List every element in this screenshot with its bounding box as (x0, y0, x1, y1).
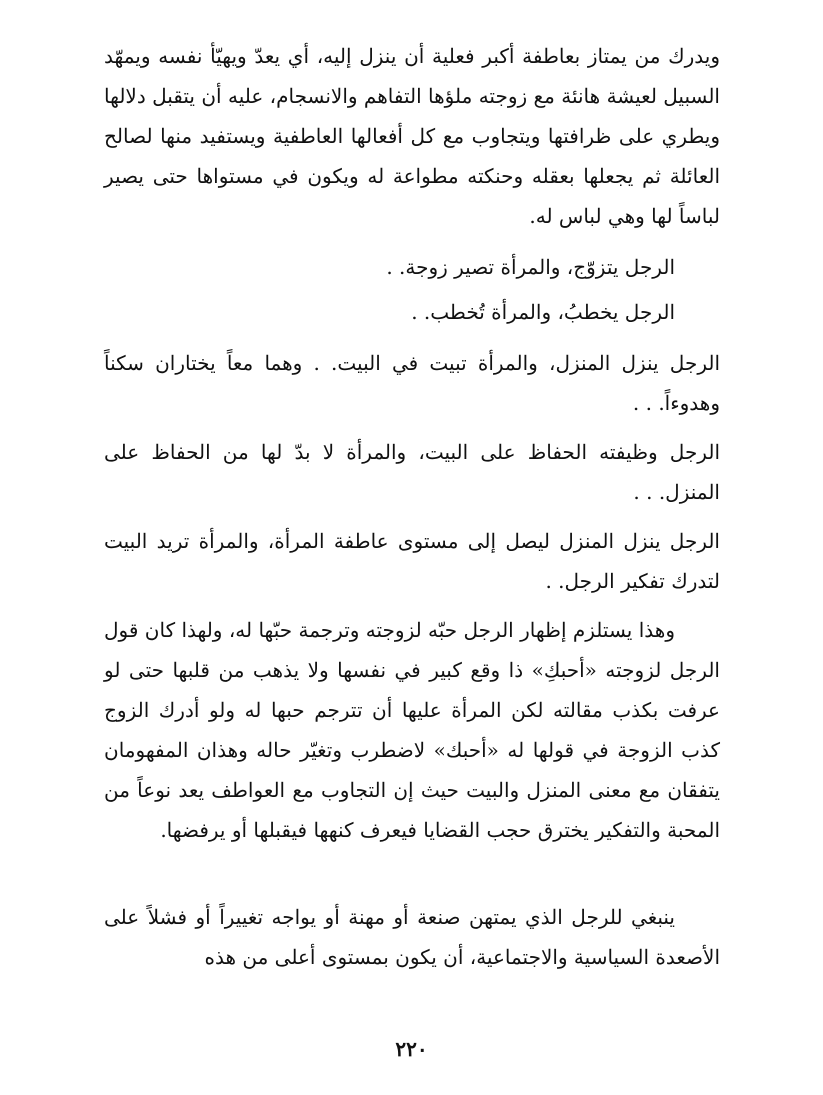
paragraph-4: الرجل ينزل المنزل ليصل إلى مستوى عاطفة المرأة، والمرأة تريد البيت لتدرك تفكير الرجل. . (104, 529, 720, 593)
paragraph-2: الرجل ينزل المنزل، والمرأة تبيت في البيت. . وهما معاً يختاران سكناً وهدوءاً. . . (104, 351, 720, 415)
page-number: ٢٢٠ (395, 1037, 428, 1061)
short-line-man-proposes: الرجل يخطبُ، والمرأة تُخطب. . (411, 300, 675, 324)
paragraph-1: ويدرك من يمتاز بعاطفة أكبر فعلية أن ينزل إليه، أي يعدّ ويهيّأ نفسه ويمهّد السبيل لعيشة هانئة مع زوجته ملؤها التفاهم والانسجام، عليه أن يتقبل دلالها ويطري على ظرافتها ويتجاوب مع كل أفعالها العاطفية ويستفيد منها لصالح العائلة ثم يجعلها بعقله وحنكته مطواعة له ويكون في مستواها حتى يصير لباساً لها وهي لباس له. (104, 44, 720, 228)
short-line-man-marries: الرجل يتزوّج، والمرأة تصير زوجة. . (386, 255, 675, 279)
paragraph-5: وهذا يستلزم إظهار الرجل حبّه لزوجته وترجمة حبّها له، ولهذا كان قول الرجل لزوجته «أحبكِ» ذا وقع كبير في نفسها ولا يذهب من قلبها حتى لو عرفت بكذب مقالته لكن المرأة عليها أن تترجم حبها له ولو أدرك الزوج كذب الزوجة في قولها له «أحبك» لاضطرب وتغيّر حاله وهذان المفهومان يتفقان مع معنى المنزل والبيت حيث إن التجاوب مع العواطف يعد نوعاً من المحبة والتفكير يخترق حجب القضايا فيعرف كنهها فيقبلها أو يرفضها. (104, 618, 720, 842)
paragraph-6: ينبغي للرجل الذي يمتهن صنعة أو مهنة أو يواجه تغييراً أو فشلاً على الأصعدة السياسية والاجتماعية، أن يكون بمستوى أعلى من هذه (104, 905, 720, 969)
paragraph-3: الرجل وظيفته الحفاظ على البيت، والمرأة لا بدّ لها من الحفاظ على المنزل. . . (104, 440, 720, 504)
